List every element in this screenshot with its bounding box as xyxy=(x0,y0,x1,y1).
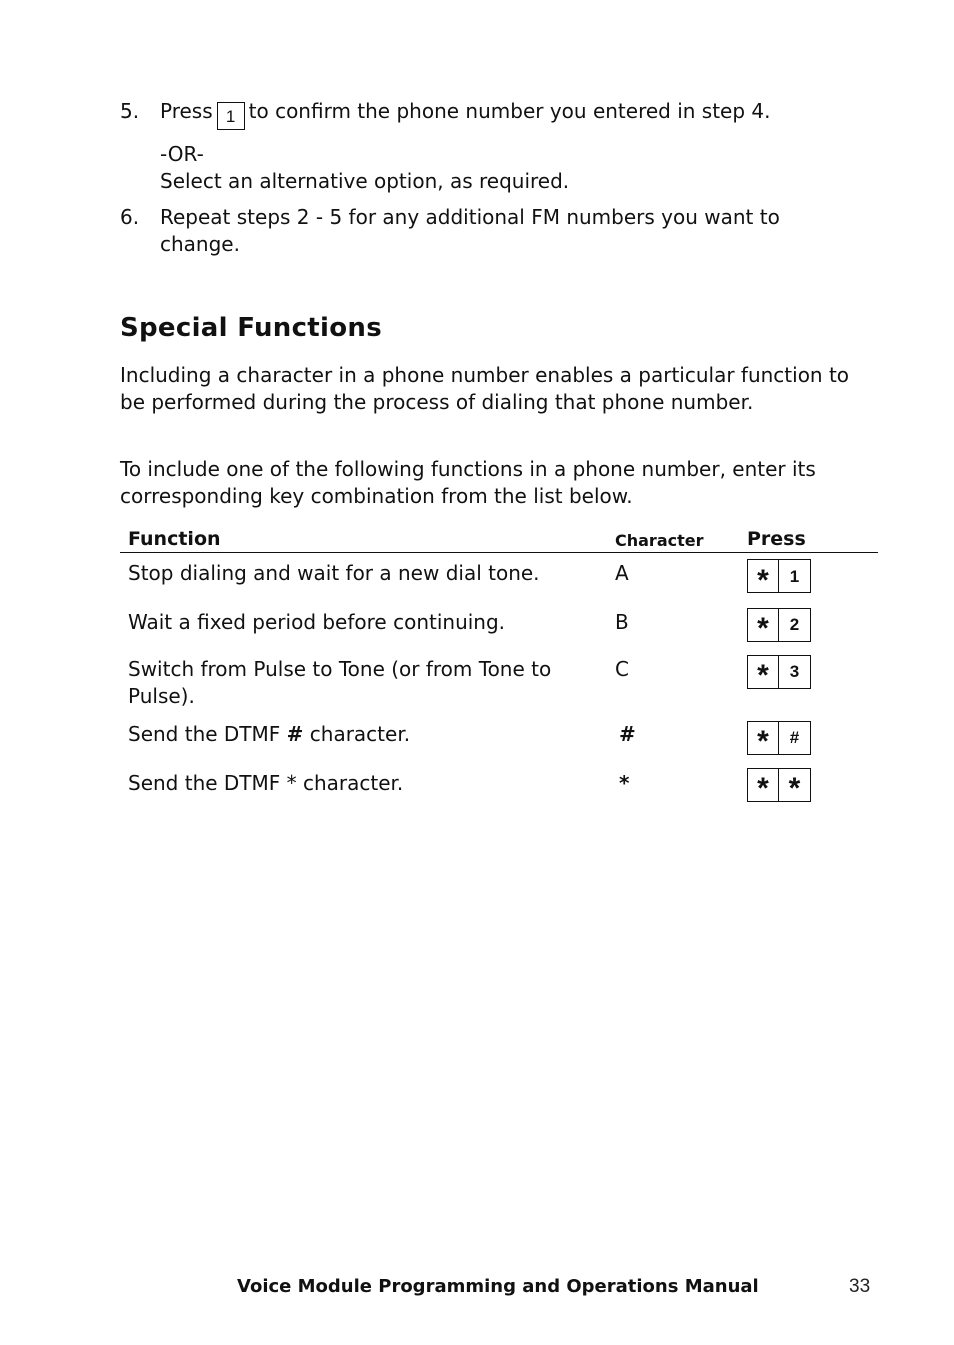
key-3-icon: 3 xyxy=(779,655,811,689)
page-number: 33 xyxy=(849,1276,871,1297)
character-cell: * xyxy=(619,770,630,795)
key-combination xyxy=(747,655,811,692)
star-key-icon: * xyxy=(747,768,779,802)
step-text-pre: Press xyxy=(160,99,213,123)
footer-title: Voice Module Programming and Operations Manual xyxy=(237,1276,759,1297)
column-header-function: Function xyxy=(120,520,615,553)
character-cell: C xyxy=(615,656,629,681)
key-combination xyxy=(747,608,811,645)
character-cell: B xyxy=(615,609,629,634)
function-cell xyxy=(120,553,615,601)
key-combination xyxy=(747,559,811,597)
press-cell xyxy=(747,553,878,601)
table-row xyxy=(120,715,878,763)
function-text: Switch from Pulse to Tone (or from Tone to Pulse). xyxy=(128,656,552,708)
step-body xyxy=(160,98,860,195)
function-text: Stop dialing and wait for a new dial tone. xyxy=(128,561,540,585)
table-header-row xyxy=(120,520,878,553)
star-key-icon: * xyxy=(747,559,779,593)
intro-paragraph: Including a character in a phone number enables a particular function to be performed during the process of dialing that phone number. xyxy=(120,363,850,414)
press-cell xyxy=(747,763,878,811)
function-text: Wait a fixed period before continuing. xyxy=(128,609,506,634)
key-combination xyxy=(747,768,811,805)
table-row xyxy=(120,648,878,715)
function-cell xyxy=(120,715,615,763)
key-1-icon: 1 xyxy=(779,559,811,593)
key-2-icon: 2 xyxy=(779,608,811,642)
function-text-bold: # xyxy=(286,721,304,746)
step-5 xyxy=(120,98,880,198)
press-cell xyxy=(747,648,878,715)
star-key-icon: * xyxy=(747,721,779,755)
table-row xyxy=(120,763,878,811)
key-1-icon: 1 xyxy=(217,102,245,130)
section-title: Special Functions xyxy=(120,313,382,343)
step-alternative: Select an alternative option, as required. xyxy=(160,169,570,193)
function-cell xyxy=(120,648,615,715)
step-body: Repeat steps 2 - 5 for any additional FM numbers you want to change. xyxy=(160,205,780,256)
column-header-press: Press xyxy=(747,520,878,553)
star-key-icon: * xyxy=(779,768,811,802)
star-key-icon: * xyxy=(747,655,779,689)
step-number: 6. xyxy=(120,205,140,229)
star-key-icon: * xyxy=(747,608,779,642)
step-or: -OR- xyxy=(160,142,204,166)
step-6 xyxy=(120,204,880,264)
function-cell xyxy=(120,763,615,811)
key-combination xyxy=(747,721,811,758)
step-text-post: to confirm the phone number you entered in step 4. xyxy=(248,99,771,123)
character-cell: # xyxy=(619,721,636,746)
function-cell xyxy=(120,601,615,648)
function-text: Send the DTMF * character. xyxy=(128,770,404,795)
special-functions-table xyxy=(120,520,878,811)
table-row xyxy=(120,601,878,648)
step-number: 5. xyxy=(120,99,140,123)
function-text-post: character. xyxy=(303,721,411,746)
character-cell: A xyxy=(615,561,629,585)
table-row xyxy=(120,553,878,601)
column-header-character: Character xyxy=(615,520,747,553)
instruction-paragraph: To include one of the following functions in a phone number, enter its corresponding key combination from the list below. xyxy=(120,457,816,508)
hash-key-icon: # xyxy=(779,721,811,755)
press-cell xyxy=(747,601,878,648)
press-cell xyxy=(747,715,878,763)
function-text-pre: Send the DTMF xyxy=(128,721,287,746)
